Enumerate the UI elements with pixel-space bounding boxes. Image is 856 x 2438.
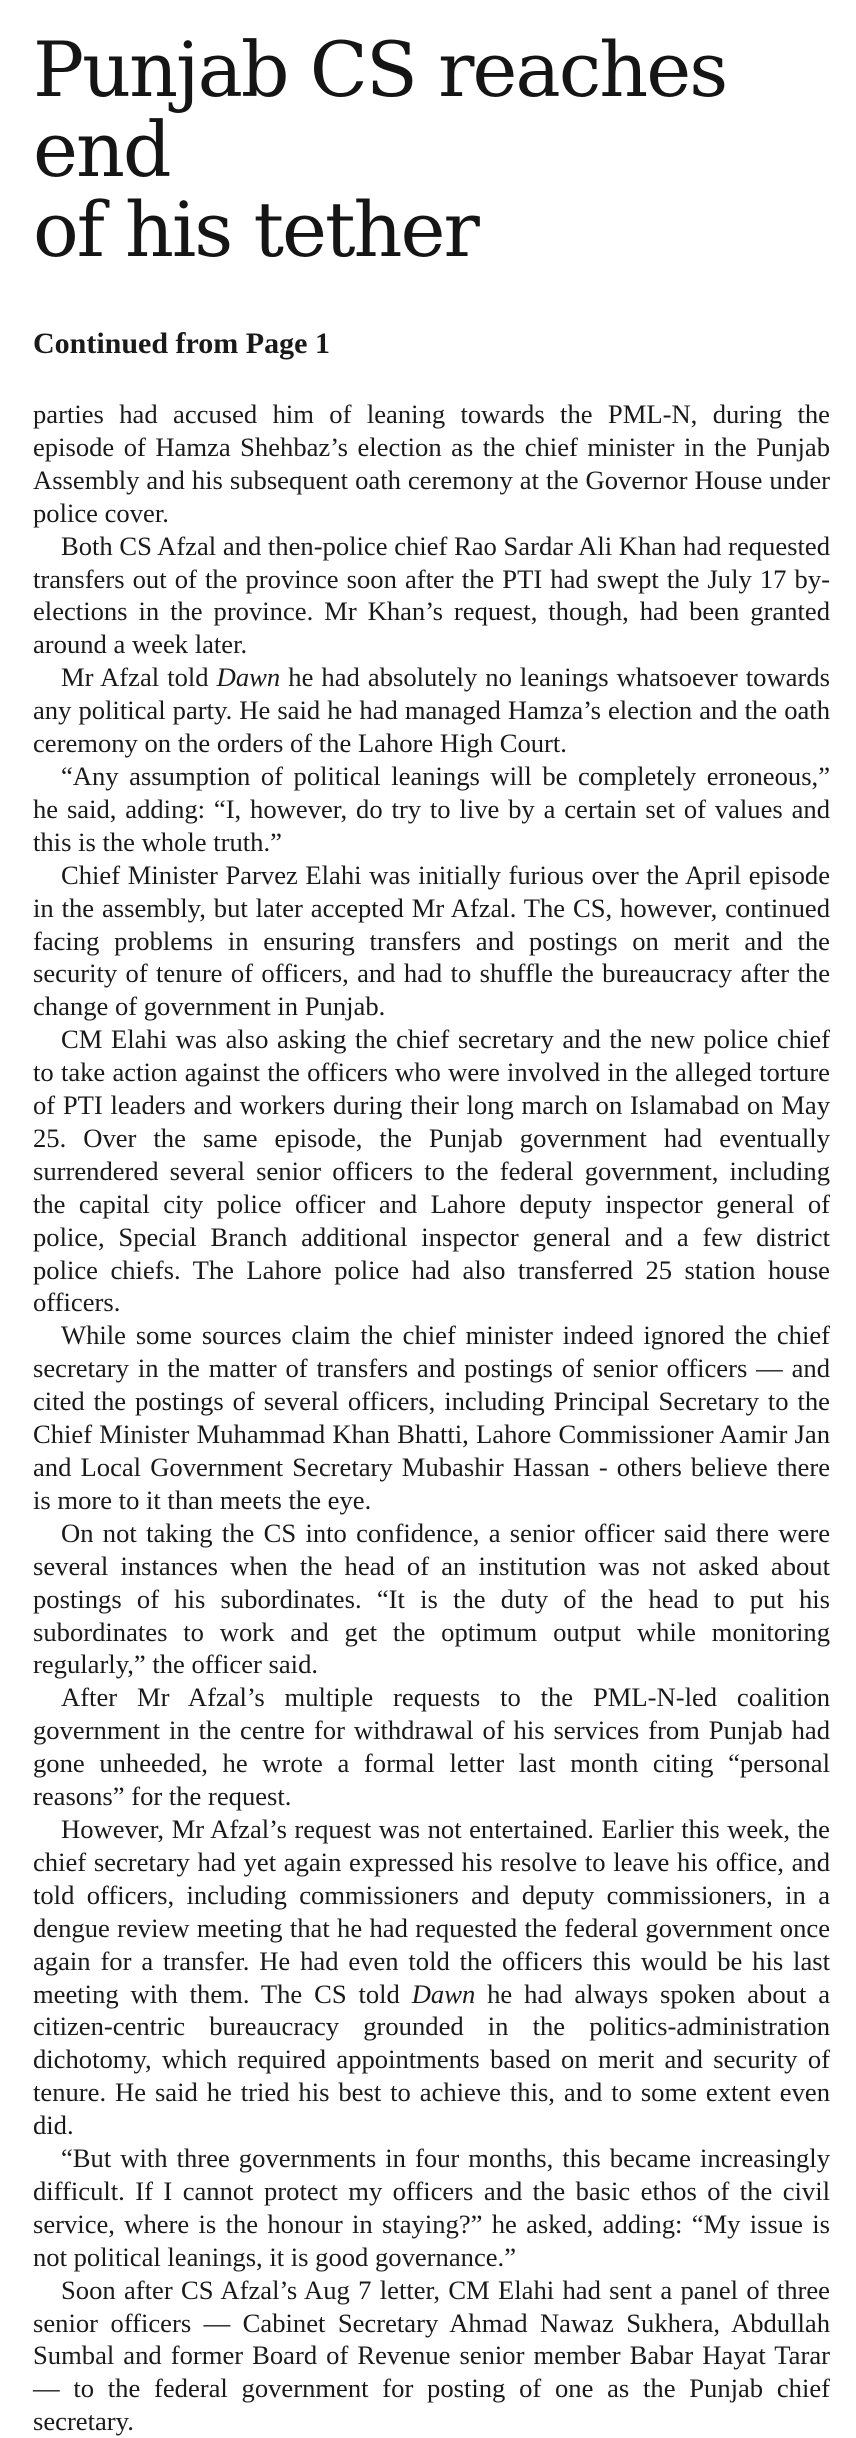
publication-name: Dawn (216, 662, 281, 693)
paragraph-text: parties had accused him of leaning towards the PML-N, during the episode of Hamza Shehbaz’s election as the chief minister in the Punjab Assembly and his subsequent oath ceremony at the Governor House under police cover. (33, 399, 830, 528)
article-paragraph (33, 1517, 830, 1682)
article-paragraph (33, 2142, 830, 2274)
paragraph-text: “Any assumption of political leanings will be completely erroneous,” he said, adding: “I, however, do try to live by a certain set of values and this is the whole truth.” (33, 760, 830, 857)
paragraph-text: However, Mr Afzal’s request was not entertained. Earlier this week, the chief secretary had yet again expressed his resolve to leave his office, and told officers, including commissioners and deputy commissioners, in a dengue review meeting that he had requested the federal government once again for a transfer. He had even told the officers this would be his last meeting with them. The CS told (33, 1813, 830, 2009)
article-paragraph (33, 1681, 830, 1813)
headline-line-2: of his tether (33, 185, 478, 274)
headline-line-1: Punjab CS reaches end (33, 25, 727, 194)
paragraph-text: Both CS Afzal and then-police chief Rao Sardar Ali Khan had requested transfers out of the province soon after the PTI had swept the July 17 by-elections in the province. Mr Khan’s request, though, had been granted around a week later. (33, 530, 830, 660)
headline (33, 25, 836, 274)
paragraph-text: While some sources claim the chief minister indeed ignored the chief secretary in the matter of transfers and postings of senior officers — and cited the postings of several officers, including Principal Secretary to the Chief Minister Muhammad Khan Bhatti, Lahore Commissioner Aamir Jan and Local Government Secretary Mubashir Hassan - others believe there is more to it than meets the eye. (33, 1320, 830, 1515)
article-paragraph (33, 859, 830, 1024)
continued-from-label: Continued from Page 1 (33, 327, 330, 360)
paragraph-text: Mr Afzal told (61, 662, 217, 693)
publication-name: Dawn (411, 1978, 476, 2009)
paragraph-text: Soon after CS Afzal’s Aug 7 letter, CM Elahi had sent a panel of three senior officers — Cabinet Secretary Ahmad Nawaz Sukhera, Abdullah Sumbal and former Board of Revenue senior member Babar Hayat Tarar — to the federal government for posting of one as the Punjab chief secretary. (33, 2274, 830, 2437)
article-paragraph (33, 1813, 830, 2142)
paragraph-text: Chief Minister Parvez Elahi was initially furious over the April episode in the assembly, but later accepted Mr Afzal. The CS, however, continued facing problems in ensuring transfers and postings on merit and the security of tenure of officers, and had to shuffle the bureaucracy after the change of government in Punjab. (33, 859, 830, 1022)
article-paragraph (33, 530, 830, 662)
article-paragraph (33, 661, 830, 760)
paragraph-text: After Mr Afzal’s multiple requests to the PML-N-led coalition government in the centre for withdrawal of his services from Punjab had gone unheeded, he wrote a formal letter last month citing “personal reasons” for the request. (33, 1682, 830, 1812)
article-body (33, 398, 830, 2438)
paragraph-text: he had always spoken about a citizen-centric bureaucracy grounded in the politics-administration dichotomy, which required appointments based on merit and security of tenure. He said he tried his best to achieve this, and to some extent even did. (33, 1978, 830, 2141)
article-paragraph (33, 1319, 830, 1516)
article-paragraph (33, 2274, 830, 2438)
paragraph-text: On not taking the CS into confidence, a senior officer said there were several instances when the head of an institution was not asked about postings of his subordinates. “It is the duty of the head to put his subordinates to work and get the optimum output while monitoring regularly,” the officer said. (33, 1517, 830, 1680)
paragraph-text: he had absolutely no leanings whatsoever towards any political party. He said he had managed Hamza’s election and the oath ceremony on the orders of the Lahore High Court. (33, 662, 830, 759)
article-paragraph (33, 760, 830, 859)
article-paragraph (33, 1023, 830, 1319)
article-paragraph (33, 398, 830, 530)
paragraph-text: “But with three governments in four months, this became increasingly difficult. If I cannot protect my officers and the basic ethos of the civil service, where is the honour in staying?” he asked, adding: “My issue is not political leanings, it is good governance.” (33, 2143, 830, 2272)
paragraph-text: CM Elahi was also asking the chief secretary and the new police chief to take action against the officers who were involved in the alleged torture of PTI leaders and workers during their long march on Islamabad on May 25. Over the same episode, the Punjab government had eventually surrendered several senior officers to the federal government, including the capital city police officer and Lahore deputy inspector general of police, Special Branch additional inspector general and a few district police chiefs. The Lahore police had also transferred 25 station house officers. (33, 1024, 830, 1318)
